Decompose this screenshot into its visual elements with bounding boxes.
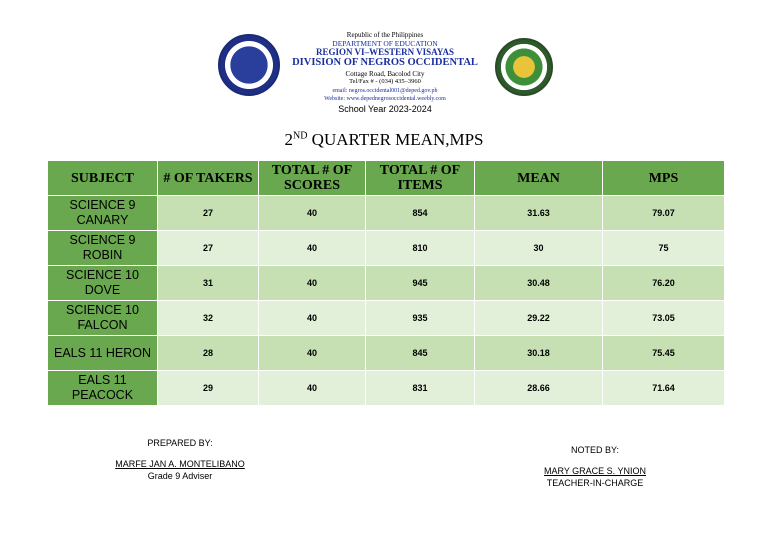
cell-subject: SCIENCE 9 CANARY: [48, 196, 158, 231]
region-line: REGION VI–WESTERN VISAYAS: [315, 47, 455, 57]
mps-table: [47, 160, 725, 406]
cell-mps: 75.45: [603, 336, 725, 371]
cell-takers: 28: [158, 336, 259, 371]
prepared-by-role: Grade 9 Adviser: [147, 471, 213, 481]
cell-mps: 79.07: [603, 196, 725, 231]
address-line: Cottage Road, Bacolod City: [345, 70, 425, 78]
table-header-row: [48, 161, 725, 196]
noted-by-name: MARY GRACE S. YNION: [543, 466, 647, 476]
cell-total-scores: 40: [259, 336, 366, 371]
noted-by-block: [515, 444, 675, 489]
cell-mps: 76.20: [603, 266, 725, 301]
cell-takers: 29: [158, 371, 259, 406]
school-year: School Year 2023-2024: [338, 104, 432, 114]
republic-line: Republic of the Philippines: [346, 31, 424, 39]
cell-mean: 29.22: [475, 301, 603, 336]
cell-subject: SCIENCE 9 ROBIN: [48, 231, 158, 266]
cell-mean: 30: [475, 231, 603, 266]
cell-mean: 30.48: [475, 266, 603, 301]
col-header-takers: # OF TAKERS: [158, 161, 259, 196]
noted-by-label: NOTED BY:: [570, 445, 619, 455]
noted-by-role: TEACHER-IN-CHARGE: [546, 478, 644, 488]
cell-total-scores: 40: [259, 196, 366, 231]
col-header-mean: MEAN: [475, 161, 603, 196]
cell-takers: 27: [158, 231, 259, 266]
cell-total-scores: 40: [259, 231, 366, 266]
cell-total-scores: 40: [259, 301, 366, 336]
website-line: Website: www.depednegrosoccidental.weebly.com: [324, 96, 446, 102]
table-row: [48, 266, 725, 301]
cell-takers: 31: [158, 266, 259, 301]
department-line: DEPARTMENT OF EDUCATION: [332, 39, 438, 48]
letterhead: [0, 30, 768, 120]
cell-takers: 27: [158, 196, 259, 231]
page-title: 2ND QUARTER MEAN,MPS: [284, 130, 484, 149]
cell-subject: EALS 11 PEACOCK: [48, 371, 158, 406]
col-header-total-items: TOTAL # OF ITEMS: [366, 161, 475, 196]
table-row: [48, 196, 725, 231]
cell-total-items: 810: [366, 231, 475, 266]
cell-total-scores: 40: [259, 266, 366, 301]
table-row: [48, 336, 725, 371]
cell-mps: 75: [603, 231, 725, 266]
email-line: email: negros.occidental001@deped.gov.ph: [332, 88, 438, 94]
col-header-total-scores: TOTAL # OF SCORES: [259, 161, 366, 196]
cell-takers: 32: [158, 301, 259, 336]
table-row: [48, 231, 725, 266]
cell-mps: 71.64: [603, 371, 725, 406]
cell-mean: 28.66: [475, 371, 603, 406]
telfax-line: Tel/Fax # - (034) 435–3960: [349, 78, 421, 85]
cell-subject: SCIENCE 10 DOVE: [48, 266, 158, 301]
cell-mean: 31.63: [475, 196, 603, 231]
prepared-by-name: MARFE JAN A. MONTELIBANO: [115, 459, 245, 469]
negros-occidental-seal-icon: [495, 38, 553, 96]
table-row: [48, 371, 725, 406]
prepared-by-label: PREPARED BY:: [147, 438, 213, 448]
prepared-by-block: [100, 437, 260, 482]
cell-total-items: 935: [366, 301, 475, 336]
cell-total-scores: 40: [259, 371, 366, 406]
cell-total-items: 854: [366, 196, 475, 231]
cell-subject: SCIENCE 10 FALCON: [48, 301, 158, 336]
col-header-mps: MPS: [603, 161, 725, 196]
cell-total-items: 831: [366, 371, 475, 406]
cell-mps: 73.05: [603, 301, 725, 336]
table-row: [48, 301, 725, 336]
col-header-subject: SUBJECT: [48, 161, 158, 196]
cell-total-items: 845: [366, 336, 475, 371]
cell-total-items: 945: [366, 266, 475, 301]
cell-mean: 30.18: [475, 336, 603, 371]
division-line: DIVISION OF NEGROS OCCIDENTAL: [292, 57, 478, 68]
cell-subject: EALS 11 HERON: [48, 336, 158, 371]
